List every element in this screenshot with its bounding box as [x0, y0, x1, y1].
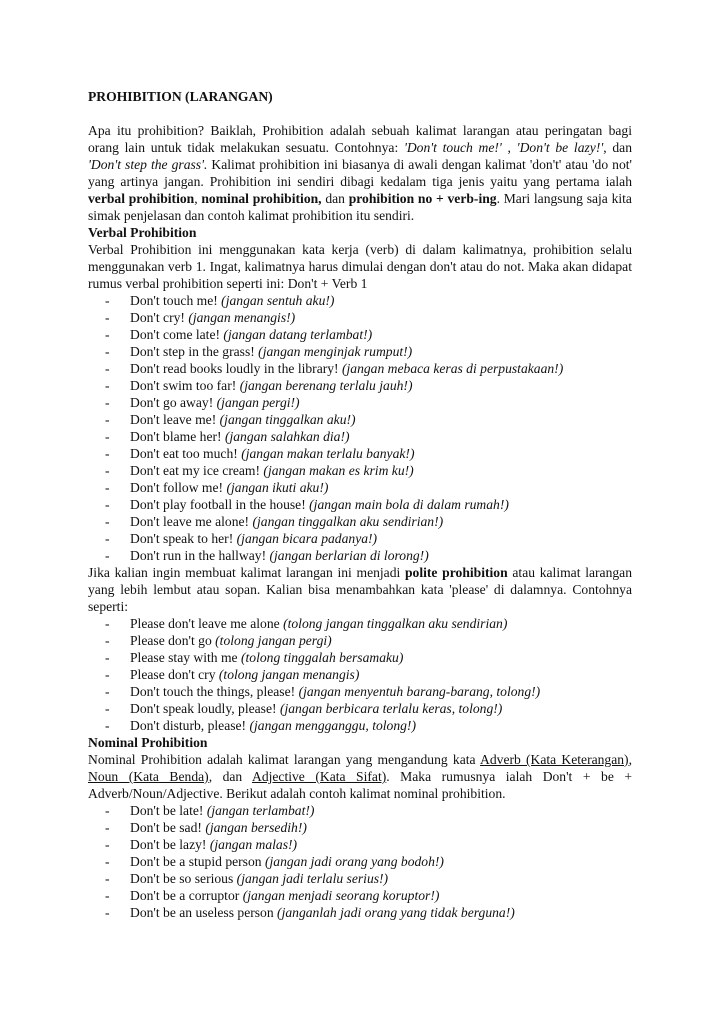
- example-translation: (jangan menjadi seorang koruptor!): [242, 888, 440, 903]
- example-english: Please don't go: [130, 633, 216, 648]
- example-translation: (jangan terlambat!): [206, 803, 315, 818]
- list-item: [105, 836, 632, 853]
- example-english: Please don't cry: [130, 667, 219, 682]
- example-english: Don't blame her!: [130, 429, 225, 444]
- example-english: Don't be a corruptor: [130, 888, 243, 903]
- example-translation: (tolong jangan pergi): [215, 633, 332, 648]
- intro-text: ,: [194, 191, 202, 206]
- example-english: Don't go away!: [130, 395, 217, 410]
- intro-term: verbal prohibition: [88, 191, 195, 206]
- example-translation: (jangan jadi orang yang bodoh!): [264, 854, 444, 869]
- list-item: [105, 496, 632, 513]
- list-item: [105, 887, 632, 904]
- example-translation: (jangan pergi!): [216, 395, 300, 410]
- example-translation: (jangan tinggalkan aku sendirian!): [252, 514, 444, 529]
- example-translation: (jangan berbicara terlalu keras, tolong!): [279, 701, 503, 716]
- list-item: [105, 292, 632, 309]
- list-item: [105, 326, 632, 343]
- example-translation: (jangan main bola di dalam rumah!): [309, 497, 509, 512]
- intro-example: 'Don't be lazy!': [516, 140, 604, 155]
- nominal-text: , dan: [208, 769, 252, 784]
- example-translation: (tolong tinggalah bersamaku): [241, 650, 404, 665]
- nominal-term: Adjective (Kata Sifat): [252, 769, 387, 784]
- list-item: [105, 853, 632, 870]
- list-item: [105, 802, 632, 819]
- list-item: [105, 462, 632, 479]
- intro-text: , dan: [603, 140, 632, 155]
- nominal-text: Nominal Prohibition adalah kalimat larangan yang mengandung kata: [88, 752, 481, 767]
- example-english: Don't eat my ice cream!: [130, 463, 264, 478]
- example-translation: (jangan malas!): [209, 837, 298, 852]
- example-translation: (jangan mebaca keras di perpustakaan!): [341, 361, 564, 376]
- example-translation: (jangan bicara padanya!): [236, 531, 378, 546]
- list-item: [105, 547, 632, 564]
- example-translation: (tolong jangan menangis): [218, 667, 360, 682]
- intro-text: Apa itu prohibition? Baiklah, Prohibition adalah sebuah kalimat larangan atau peringatan bagi orang lain untuk tidak melakukan sesuatu. Contohnya:: [88, 123, 632, 155]
- nominal-text: ,: [628, 752, 632, 767]
- nominal-term: Noun (Kata Benda): [88, 769, 209, 784]
- list-item: [105, 615, 632, 632]
- intro-example: 'Don't touch me!': [403, 140, 502, 155]
- list-item: [105, 394, 632, 411]
- example-english: Don't be sad!: [130, 820, 206, 835]
- example-translation: (jangan bersedih!): [205, 820, 307, 835]
- example-english: Don't speak to her!: [130, 531, 237, 546]
- intro-text: . Mari langsung saja kita simak penjelasan dan contoh kalimat prohibition itu sendiri.: [88, 191, 632, 223]
- example-english: Don't play football in the house!: [130, 497, 310, 512]
- list-item: [105, 819, 632, 836]
- example-english: Don't follow me!: [130, 480, 227, 495]
- list-item: [105, 411, 632, 428]
- list-item: [105, 649, 632, 666]
- example-translation: (jangan jadi terlalu serius!): [236, 871, 389, 886]
- nominal-text: . Maka rumusnya ialah Don't + be + Adverb/Noun/Adjective. Berikut adalah contoh kalimat nominal prohibition.: [88, 769, 633, 801]
- example-translation: (jangan menginjak rumput!): [258, 344, 413, 359]
- list-item: [105, 377, 632, 394]
- example-english: Don't be an useless person: [130, 905, 278, 920]
- polite-paragraph: [88, 564, 632, 615]
- example-english: Don't eat too much!: [130, 446, 242, 461]
- example-translation: (tolong jangan tinggalkan aku sendirian): [283, 616, 508, 631]
- intro-example: 'Don't step the grass'.: [88, 157, 208, 172]
- verbal-description: Verbal Prohibition ini menggunakan kata kerja (verb) di dalam kalimatnya, prohibition selalu menggunakan verb 1. Ingat, kalimatnya harus dimulai dengan don't atau do not. Maka akan didapat rumus verbal prohibition seperti ini: Don't + Verb 1: [88, 242, 632, 291]
- example-english: Don't read books loudly in the library!: [130, 361, 342, 376]
- list-item: [105, 870, 632, 887]
- list-item: [105, 904, 632, 921]
- list-item: [105, 666, 632, 683]
- nominal-list: [88, 802, 632, 921]
- example-english: Don't touch me!: [130, 293, 222, 308]
- list-item: [105, 513, 632, 530]
- example-english: Don't cry!: [130, 310, 189, 325]
- example-english: Don't be lazy!: [130, 837, 210, 852]
- example-english: Don't speak loudly, please!: [130, 701, 280, 716]
- list-item: [105, 683, 632, 700]
- polite-text: Jika kalian ingin membuat kalimat larangan ini menjadi: [88, 565, 405, 580]
- document-title: PROHIBITION (LARANGAN): [88, 89, 273, 104]
- example-english: Don't be so serious: [130, 871, 237, 886]
- verbal-list: [88, 292, 632, 564]
- nominal-description: [88, 751, 632, 802]
- example-translation: (jangan menyentuh barang-barang, tolong!): [298, 684, 541, 699]
- nominal-term: Adverb (Kata Keterangan): [480, 752, 629, 767]
- list-item: [105, 717, 632, 734]
- example-translation: (jangan menangis!): [188, 310, 296, 325]
- example-translation: (jangan makan terlalu banyak!): [241, 446, 415, 461]
- example-translation: (jangan berenang terlalu jauh!): [239, 378, 413, 393]
- example-english: Don't swim too far!: [130, 378, 240, 393]
- polite-text: atau kalimat larangan yang lebih lembut atau sopan. Kalian bisa menambahkan kata 'please' di dalamnya. Contohnya seperti:: [88, 565, 632, 614]
- example-translation: (jangan salahkan dia!): [224, 429, 350, 444]
- intro-text: Kalimat prohibition ini biasanya di awali dengan kalimat 'don't' atau 'do not' yang artinya jangan. Prohibition ini sendiri dibagi kedalam tiga jenis yaitu yang pertama ialah: [88, 157, 632, 189]
- list-item: [105, 309, 632, 326]
- example-translation: (janganlah jadi orang yang tidak berguna!): [277, 905, 515, 920]
- example-translation: (jangan berlarian di lorong!): [269, 548, 429, 563]
- example-english: Please don't leave me alone: [130, 616, 284, 631]
- list-item: [105, 479, 632, 496]
- polite-term: polite prohibition: [405, 565, 508, 580]
- intro-text: dan: [321, 191, 349, 206]
- example-english: Don't disturb, please!: [130, 718, 250, 733]
- example-translation: (jangan mengganggu, tolong!): [249, 718, 416, 733]
- example-english: Don't leave me!: [130, 412, 220, 427]
- example-english: Don't leave me alone!: [130, 514, 253, 529]
- example-english: Please stay with me: [130, 650, 241, 665]
- list-item: [105, 632, 632, 649]
- example-translation: (jangan tinggalkan aku!): [219, 412, 356, 427]
- example-translation: (jangan datang terlambat!): [223, 327, 373, 342]
- polite-list: [88, 615, 632, 734]
- example-english: Don't step in the grass!: [130, 344, 259, 359]
- example-translation: (jangan sentuh aku!): [221, 293, 335, 308]
- example-english: Don't be a stupid person: [130, 854, 265, 869]
- list-item: [105, 360, 632, 377]
- intro-term: prohibition no + verb-ing: [348, 191, 497, 206]
- example-english: Don't touch the things, please!: [130, 684, 299, 699]
- example-translation: (jangan ikuti aku!): [226, 480, 329, 495]
- list-item: [105, 530, 632, 547]
- example-english: Don't be late!: [130, 803, 207, 818]
- intro-term: nominal prohibition,: [201, 191, 322, 206]
- nominal-heading: Nominal Prohibition: [88, 735, 208, 750]
- verbal-heading: Verbal Prohibition: [88, 225, 197, 240]
- example-english: Don't run in the hallway!: [130, 548, 270, 563]
- list-item: [105, 343, 632, 360]
- example-english: Don't come late!: [130, 327, 224, 342]
- list-item: [105, 428, 632, 445]
- example-translation: (jangan makan es krim ku!): [263, 463, 414, 478]
- intro-text: ,: [501, 140, 517, 155]
- intro-paragraph: [88, 122, 632, 224]
- list-item: [105, 700, 632, 717]
- list-item: [105, 445, 632, 462]
